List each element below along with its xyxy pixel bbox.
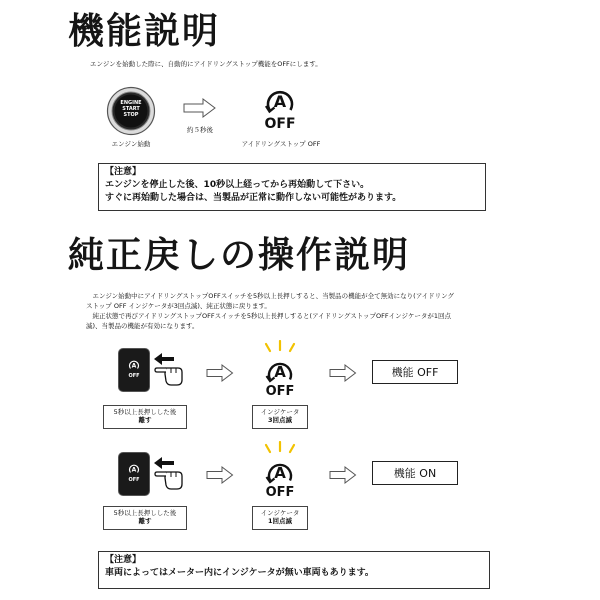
description-line: 純正状態で再びアイドリングストップOFFスイッチを5秒以上長押しすると(アイドリングストップOFFインジケータが1回点: [86, 312, 451, 321]
idle-stop-switch: [118, 452, 150, 496]
indicator-label-line2: 1回点滅: [267, 517, 293, 526]
note-box-1: [98, 163, 486, 211]
press-label-line2: 離す: [138, 517, 152, 526]
description-line: エンジン始動中にアイドリングストップOFFスイッチを5秒以上長押しすると、当製品の機能が全て無効になり(アイドリング: [86, 292, 454, 300]
note-title: 【注意】: [105, 555, 142, 565]
svg-text:A: A: [131, 466, 137, 474]
svg-text:A: A: [131, 362, 137, 370]
section2-description: [86, 291, 516, 331]
note-line: すぐに再始動した場合は、当製品が正常に動作しない可能性があります。: [105, 192, 402, 203]
hollow-arrow-icon: [206, 364, 234, 386]
svg-text:A: A: [274, 363, 286, 381]
engine-label-line1: ENGINE: [120, 100, 142, 106]
press-label-line1: 5秒以上長押しした後: [113, 408, 177, 416]
hollow-arrow-icon: [206, 466, 234, 488]
idle-off-text: OFF: [264, 116, 296, 132]
press-label-box: [103, 506, 187, 530]
switch-a-icon: [128, 359, 140, 371]
indicator-label-box: [252, 506, 308, 530]
svg-text:A: A: [273, 92, 287, 111]
indicator-off-text: OFF: [265, 384, 295, 399]
section1-intro: エンジンを始動した際に、自動的にアイドリングストップ機能をOFFにします。: [90, 60, 322, 68]
note-box-2: [98, 551, 490, 589]
pointing-hand-icon: [152, 454, 188, 496]
state-box-function-off: 機能 OFF: [372, 360, 458, 384]
idle-stop-off-icon: [263, 458, 297, 486]
press-label-line1: 5秒以上長押しした後: [113, 509, 177, 517]
engine-caption: エンジン始動: [111, 140, 151, 148]
arrow-caption: 約５秒後: [187, 126, 213, 134]
indicator-label-line1: インジケータ: [260, 408, 300, 416]
engine-start-stop-icon: [106, 86, 156, 136]
note-line: エンジンを停止した後、10秒以上経ってから再始動して下さい。: [105, 179, 370, 190]
pointing-hand-icon: [152, 350, 188, 392]
note-line: 車両によってはメーター内にインジケータが無い車両もあります。: [105, 567, 374, 578]
section1-title: 機能説明: [68, 11, 221, 52]
indicator-label-box: [252, 405, 308, 429]
idle-off-caption: アイドリングストップ OFF: [241, 140, 321, 148]
hollow-arrow-icon: [329, 466, 357, 488]
indicator-label-line1: インジケータ: [260, 509, 300, 517]
switch-off-label: OFF: [128, 373, 140, 379]
idle-stop-off-icon: [262, 86, 298, 116]
switch-a-icon: [128, 463, 140, 475]
press-label-box: [103, 405, 187, 429]
idle-stop-switch: [118, 348, 150, 392]
svg-text:A: A: [274, 464, 286, 482]
note-title: 【注意】: [105, 167, 142, 177]
description-line: 滅)、当製品の機能が有効になります。: [86, 322, 199, 331]
press-label-line2: 離す: [138, 416, 152, 425]
switch-off-label: OFF: [128, 477, 140, 483]
engine-label-line2: START: [122, 106, 140, 112]
idle-stop-off-icon: [263, 357, 297, 385]
indicator-label-line2: 3回点滅: [267, 416, 293, 425]
hollow-arrow-icon: [329, 364, 357, 386]
section2-title: 純正戻しの操作説明: [68, 235, 411, 276]
indicator-off-text: OFF: [265, 485, 295, 500]
engine-label-line3: STOP: [123, 112, 139, 118]
hollow-arrow-icon: [183, 98, 217, 122]
description-line: ストップ OFF インジケータが3回点滅)、純正状態に戻ります。: [86, 302, 271, 311]
state-box-function-on: 機能 ON: [372, 461, 458, 485]
